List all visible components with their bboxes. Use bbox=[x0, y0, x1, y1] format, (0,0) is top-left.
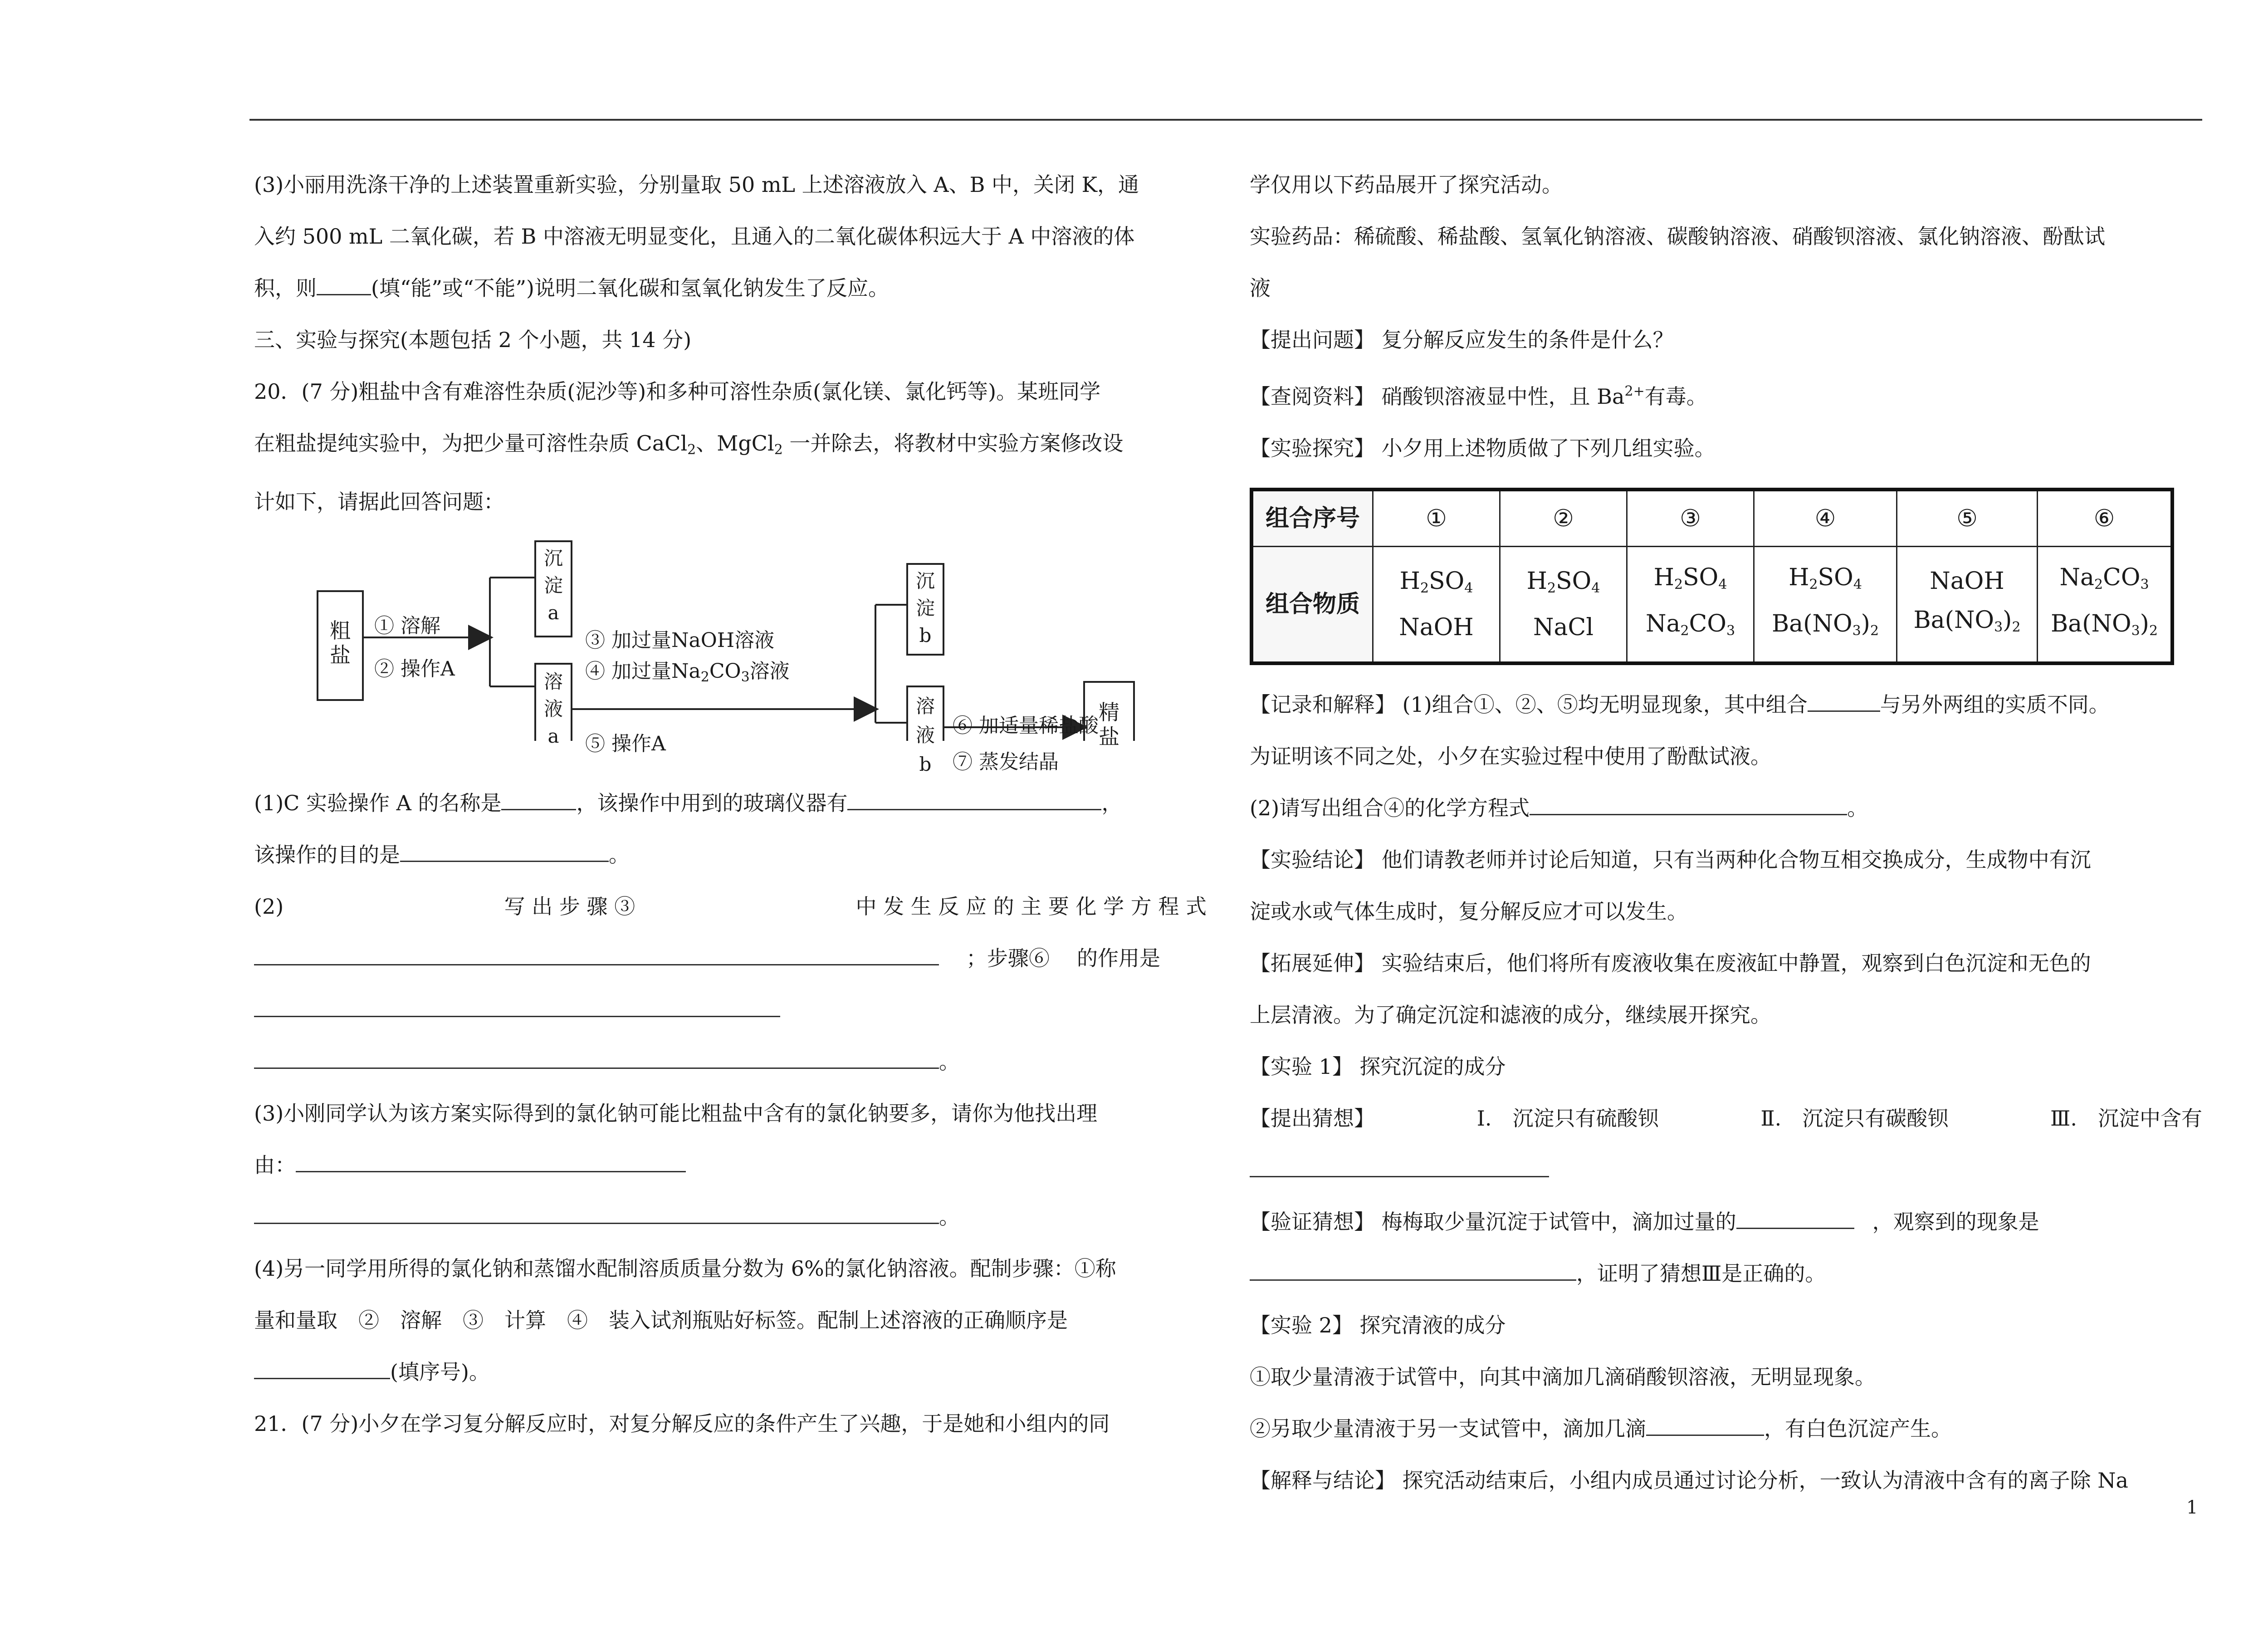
verify-line1: 【验证猜想】 梅梅取少量沉淀于试管中，滴加过量的 ，观察到的现象是 bbox=[1250, 1196, 2202, 1248]
answer-blank[interactable] bbox=[1250, 1155, 1549, 1177]
section-heading: 三、实验与探究(本题包括 2 个小题，共 14 分) bbox=[254, 328, 692, 352]
q20-part3: (3)小刚同学认为该方案实际得到的氯化钠可能比粗盐中含有的氯化钠要多，请你为他找出理 bbox=[254, 1101, 1098, 1126]
extension-line1: 【拓展延伸】 实验结束后，他们将所有废液收集在废液缸中静置，观察到白色沉淀和无色的 bbox=[1250, 951, 2091, 975]
answer-blank[interactable] bbox=[1808, 690, 1880, 712]
left-column bbox=[254, 159, 1207, 1450]
record-line3: (2)请写出组合④的化学方程式 。 bbox=[1250, 782, 2202, 834]
solution-b-label: 溶液b bbox=[915, 695, 935, 775]
record-line2: 为证明该不同之处，小夕在实验过程中使用了酚酞试液。 bbox=[1250, 744, 1771, 769]
explore-line: 【实验探究】 小夕用上述物质做了下列几组实验。 bbox=[1250, 436, 1716, 460]
step-5-label: ⑤ 操作A bbox=[585, 732, 666, 755]
q20-part3-blank-end: 。 bbox=[254, 1191, 1207, 1243]
answer-blank[interactable] bbox=[1530, 793, 1847, 815]
conclusion-line1: 【实验结论】 他们请教老师并讨论后知道，只有当两种化合物互相交换成分，生成物中有沉 bbox=[1250, 847, 2091, 872]
guess-line: 【提出猜想】 Ⅰ. 沉淀只有硫酸钡 Ⅱ. 沉淀只有碳酸钡 Ⅲ. 沉淀中含有 bbox=[1250, 1106, 2202, 1131]
q19-3-line1: (3)小丽用洗涤干净的上述装置重新实验，分别量取 50 mL 上述溶液放入 A、B 中，关闭 K，通 bbox=[254, 172, 1139, 197]
combination-table bbox=[1250, 488, 2174, 665]
step-1-line: ①取少量清液于试管中，向其中滴加几滴硝酸钡溶液，无明显现象。 bbox=[1250, 1365, 1876, 1389]
right-column bbox=[1250, 159, 2202, 1506]
q20-part4-line2: 量和量取 ② 溶解 ③ 计算 ④ 装入试剂瓶贴好标签。配制上述溶液的正确顺序是 bbox=[254, 1308, 1068, 1332]
q21-intro: 21．(7 分)小夕在学习复分解反应时，对复分解反应的条件产生了兴趣，于是她和小组内的同 bbox=[254, 1411, 1110, 1436]
table-cell: $Na_2CO_3$ $Ba(NO_3)_2$ bbox=[2038, 547, 2173, 664]
solution-a-label: 溶液a bbox=[543, 671, 563, 747]
q20-part2-blank-end: 。 bbox=[254, 1036, 1207, 1087]
answer-blank[interactable] bbox=[400, 840, 609, 862]
flow-diagram bbox=[254, 532, 1161, 775]
step-4-label: ④ 加过量$Na_2CO_3$溶液 bbox=[585, 660, 790, 685]
table-row bbox=[1251, 547, 2172, 664]
precipitate-b-label: 沉淀b bbox=[915, 570, 935, 646]
question-line: 【提出问题】 复分解反应发生的条件是什么？ bbox=[1250, 328, 1674, 352]
header-rule bbox=[249, 119, 2202, 121]
q20-part2-cont: ；步骤⑥ 的作用是 bbox=[254, 932, 1207, 984]
table-cell: ⑥ bbox=[2038, 490, 2173, 547]
q20-part1-purpose: 该操作的目的是 。 bbox=[254, 829, 1207, 881]
reagents-line1: 实验药品：稀硫酸、稀盐酸、氢氧化钠溶液、碳酸钠溶液、硝酸钡溶液、氯化钠溶液、酚酞试 bbox=[1250, 224, 2105, 249]
answer-blank[interactable] bbox=[254, 1047, 939, 1069]
answer-blank[interactable] bbox=[501, 788, 576, 810]
answer-blank[interactable] bbox=[847, 788, 1101, 810]
table-cell: $H_2SO_4$ $Na_2CO_3$ bbox=[1627, 547, 1754, 664]
experiment-2-heading: 【实验 2】 探究清液的成分 bbox=[1250, 1313, 1506, 1337]
refined-salt-label: 精盐 bbox=[1099, 700, 1119, 749]
q20-intro-3: 计如下，请据此回答问题： bbox=[254, 490, 504, 514]
table-cell: $H_2SO_4$ $Ba(NO_3)_2$ bbox=[1754, 547, 1897, 664]
q19-3-line2: 入约 500 mL 二氧化碳，若 B 中溶液无明显变化，且通入的二氧化碳体积远大于 A 中溶液的体 bbox=[254, 224, 1135, 249]
crude-salt-label: 粗盐 bbox=[330, 618, 351, 667]
reference-line: 【查阅资料】 硝酸钡溶液显中性，且 $Ba^{2+}$有毒。 bbox=[1250, 383, 1707, 409]
q20-part3-reason: 由： bbox=[254, 1139, 1207, 1191]
q20-part2-blank bbox=[254, 984, 1207, 1036]
page-number: 1 bbox=[2186, 1497, 2198, 1518]
step-1-label: ① 溶解 bbox=[374, 614, 440, 637]
answer-blank[interactable] bbox=[1736, 1207, 1854, 1229]
step-6-label: ⑥ 加适量稀盐酸 bbox=[953, 714, 1099, 737]
experiment-1-heading: 【实验 1】 探究沉淀的成分 bbox=[1250, 1054, 1506, 1079]
q21-cont: 学仅用以下药品展开了探究活动。 bbox=[1250, 172, 1563, 197]
conclusion-line2: 淀或水或气体生成时，复分解反应才可以发生。 bbox=[1250, 899, 1688, 924]
q20-part2: (2) 写 出 步 骤 ③ 中 发 生 反 应 的 主 要 化 学 方 程 式 bbox=[254, 894, 1207, 919]
step-2-label: ② 操作A bbox=[374, 657, 455, 681]
table-cell: NaOH $Ba(NO_3)_2$ bbox=[1897, 547, 2038, 664]
step-3-label: ③ 加过量NaOH溶液 bbox=[585, 629, 775, 652]
table-row bbox=[1251, 490, 2172, 547]
extension-line2: 上层清液。为了确定沉淀和滤液的成分，继续展开探究。 bbox=[1250, 1003, 1771, 1027]
step-2-line: ②另取少量清液于另一支试管中，滴加几滴 ，有白色沉淀产生。 bbox=[1250, 1403, 2202, 1455]
table-cell: ① bbox=[1373, 490, 1500, 547]
record-line1: 【记录和解释】 (1)组合①、②、⑤均无明显现象，其中组合 与另外两组的实质不同。 bbox=[1250, 679, 2202, 730]
q20-part1: (1)C 实验操作 A 的名称是 ，该操作中用到的玻璃仪器有 ， bbox=[254, 777, 1207, 829]
guess-blank-line bbox=[1250, 1144, 2202, 1196]
verify-line2: ，证明了猜想Ⅲ是正确的。 bbox=[1250, 1248, 2202, 1299]
table-cell: ④ bbox=[1754, 490, 1897, 547]
q20-part4-line1: (4)另一同学用所得的氯化钠和蒸馏水配制溶质质量分数为 6%的氯化钠溶液。配制步骤：①称 bbox=[254, 1256, 1116, 1281]
q20-intro-1: 20．(7 分)粗盐中含有难溶性杂质(泥沙等)和多种可溶性杂质(氯化镁、氯化钙等)。某班同学 bbox=[254, 379, 1101, 404]
table-header-cell: 组合序号 bbox=[1251, 490, 1373, 547]
table-cell: ② bbox=[1500, 490, 1627, 547]
table-cell: $H_2SO_4$ NaCl bbox=[1500, 547, 1627, 664]
q19-3-line3: 积，则 (填“能”或“不能”)说明二氧化碳和氢氧化钠发生了反应。 bbox=[254, 262, 1207, 314]
final-line: 【解释与结论】 探究活动结束后，小组内成员通过讨论分析，一致认为清液中含有的离子除 Na bbox=[1250, 1468, 2128, 1493]
answer-blank[interactable] bbox=[317, 273, 371, 295]
answer-blank[interactable] bbox=[254, 1357, 390, 1379]
q20-part4-line3: (填序号)。 bbox=[254, 1346, 1207, 1398]
table-cell: ③ bbox=[1627, 490, 1754, 547]
q20-intro-2: 在粗盐提纯实验中，为把少量可溶性杂质 CaCl$_2$、MgCl$_2$ 一并除去，将教材中实验方案修改设 bbox=[254, 431, 1124, 458]
table-cell: $H_2SO_4$ NaOH bbox=[1373, 547, 1500, 664]
reagents-line2: 液 bbox=[1250, 276, 1271, 300]
answer-blank[interactable] bbox=[254, 1202, 939, 1224]
table-cell: ⑤ bbox=[1897, 490, 2038, 547]
table-header-cell: 组合物质 bbox=[1251, 547, 1373, 664]
precipitate-a-label: 沉淀a bbox=[543, 547, 563, 624]
step-7-label: ⑦ 蒸发结晶 bbox=[953, 750, 1059, 774]
answer-blank[interactable] bbox=[1250, 1259, 1576, 1281]
answer-blank[interactable] bbox=[1646, 1414, 1764, 1436]
answer-blank[interactable] bbox=[254, 995, 780, 1017]
answer-blank[interactable] bbox=[254, 943, 939, 965]
answer-blank[interactable] bbox=[296, 1150, 686, 1172]
